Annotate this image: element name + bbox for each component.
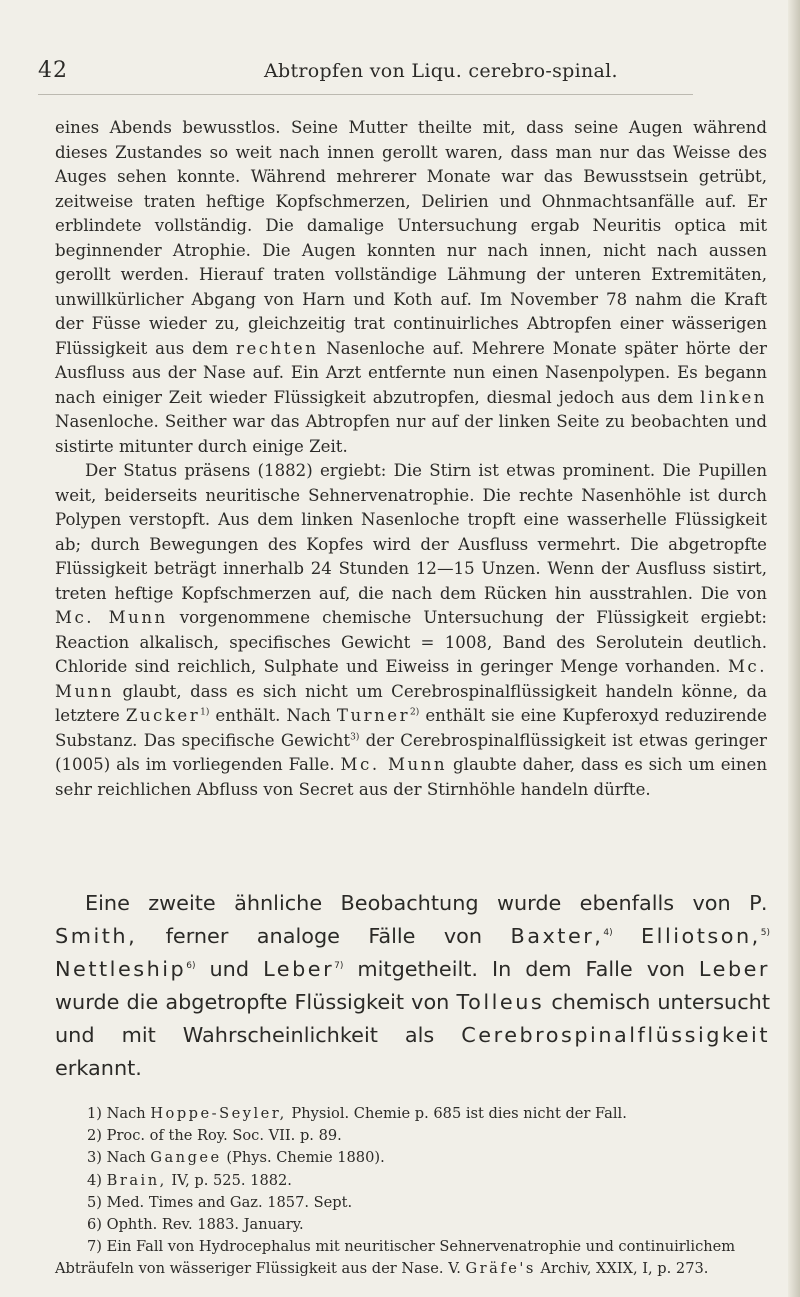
footnote-mark: 3) bbox=[87, 1149, 102, 1167]
text-run: enthält. Nach bbox=[215, 706, 331, 725]
author-name: Leber bbox=[698, 957, 770, 981]
text-run: glaubt, dass es sich nicht um Cerebrospinalflüssigkeit handeln könne, da letztere bbox=[55, 681, 767, 725]
text-run: glaubte daher, dass es sich um einen sehr reichlichen Abfluss von Secret aus der Stirnhöhle handeln dürfte. bbox=[55, 755, 768, 799]
text-run: der Cerebrospinalflüssigkeit ist etwas geringer (1005) als im vorliegenden Falle. bbox=[55, 730, 767, 774]
text-run: IV, p. 525. 1882. bbox=[171, 1171, 292, 1189]
footnote-ref: 4) bbox=[603, 928, 613, 939]
footnotes bbox=[55, 1103, 770, 1281]
text-run: enthält sie eine Kupferoxyd reduzirende Substanz. Das specifische Gewicht bbox=[55, 706, 767, 750]
text-run: Nach bbox=[106, 1149, 146, 1167]
author-name: Hoppe-Seyler, bbox=[150, 1105, 287, 1122]
author-name: Mc. Munn bbox=[55, 608, 168, 627]
text-run: wurde die abgetropfte Flüssigkeit von bbox=[55, 990, 450, 1014]
text-run: Med. Times and Gaz. 1857. Sept. bbox=[106, 1193, 353, 1211]
footnote-mark: 6) bbox=[87, 1216, 102, 1234]
author-name: Nettleship bbox=[55, 957, 187, 981]
text-run: Ein Fall von Hydrocephalus mit neuritischer Sehnervenatrophie und continuirlichem Abträufeln von wässeriger Flüssigkeit aus der Nase. V. bbox=[55, 1238, 736, 1278]
author-name: Gräfe's bbox=[465, 1260, 536, 1278]
author-name: P. Smith, bbox=[55, 891, 770, 948]
author-name: Elliotson, bbox=[641, 924, 761, 948]
text-run: Nasenloche auf. Mehrere Monate später hörte der Ausfluss aus der Nase auf. Ein Arzt entfernte nun einen Nasenpolypen. Es begann nach einiger Zeit wieder Flüssigkeit abzutropfen, diesmal jedoch aus dem bbox=[55, 338, 767, 407]
text-run: mitgetheilt. In dem Falle von bbox=[357, 957, 685, 981]
page-edge-shadow bbox=[788, 0, 800, 1297]
footnote-ref: 1) bbox=[200, 707, 210, 718]
footnote-2 bbox=[55, 1125, 770, 1147]
text-run: eines Abends bewusstlos. Seine Mutter theilte mit, dass seine Augen während dieses Zustandes so weit nach innen gerollt waren, dass man nur das Weisse des Auges sehen konnte. Während mehrerer Monate war das Bewusstsein getrübt, zeitweise traten heftige Kopfschmerzen, Delirien und Ohnmachtsanfälle auf. Er erblindete vollständig. Die damalige Untersuchung ergab Neuritis optica mit beginnender Atrophie. Die Augen konnten nur nach innen, nicht nach aussen gerollt werden. Hierauf traten vollständige Lähmung der unteren Extremitäten, unwillkürlicher Abgang von Harn und Koth auf. Im November 78 nahm die Kraft der Füsse wieder zu, gleichzeitig trat continuirliches Abtropfen einer wässerigen Flüssigkeit aus dem bbox=[55, 118, 767, 358]
footnote-mark: 7) bbox=[87, 1238, 102, 1256]
text-run: erkannt. bbox=[55, 1056, 142, 1080]
footnote-ref: 2) bbox=[410, 707, 420, 718]
footnote-mark: 2) bbox=[87, 1127, 102, 1145]
text-run: (Phys. Chemie 1880). bbox=[226, 1149, 385, 1167]
author-name: Turner bbox=[336, 706, 411, 725]
header-rule bbox=[38, 94, 693, 95]
author-name: Leber bbox=[263, 957, 335, 981]
text-run: Archiv, XXIX, I, p. 273. bbox=[540, 1260, 709, 1278]
text-run: Ophth. Rev. 1883. January. bbox=[106, 1216, 304, 1234]
footnote-mark: 4) bbox=[87, 1171, 102, 1189]
text-run: ferner analoge Fälle von bbox=[165, 924, 483, 948]
author-name: Baxter, bbox=[510, 924, 604, 948]
spaced-word: Zucker bbox=[125, 706, 201, 725]
author-name: Mc. Munn bbox=[340, 755, 448, 774]
main-text bbox=[55, 116, 767, 802]
case-history-paragraph bbox=[55, 116, 767, 459]
footnote-mark: 5) bbox=[87, 1193, 102, 1211]
text-run: Proc. of the Roy. Soc. VII. p. 89. bbox=[106, 1127, 342, 1145]
text-run: chemisch untersucht und mit Wahrscheinlichkeit als bbox=[55, 990, 770, 1047]
text-run: Nasenloche. Seither war das Abtropfen nur auf der linken Seite zu beobachten und sistirte mitunter durch einige Zeit. bbox=[55, 412, 767, 456]
text-run: Eine zweite ähnliche Beobachtung wurde ebenfalls von bbox=[85, 891, 731, 915]
text-run: Physiol. Chemie p. 685 ist dies nicht der Fall. bbox=[291, 1105, 627, 1122]
author-name: Gangee bbox=[150, 1149, 222, 1167]
spaced-word: Cerebrospinalflüssigkeit bbox=[461, 1023, 770, 1047]
author-name: Tolleus bbox=[456, 990, 545, 1014]
spaced-word: rechten bbox=[236, 338, 319, 358]
footnote-3 bbox=[55, 1147, 770, 1169]
large-type-paragraph bbox=[55, 887, 770, 1085]
page-header bbox=[38, 58, 778, 88]
footnote-ref: 3) bbox=[350, 731, 360, 742]
footnote-1 bbox=[55, 1103, 770, 1125]
footnote-6 bbox=[55, 1214, 770, 1236]
status-paragraph bbox=[55, 459, 767, 802]
footnote-ref: 5) bbox=[760, 928, 770, 939]
footnote-mark: 1) bbox=[87, 1105, 102, 1122]
text-run: und bbox=[209, 957, 250, 981]
text-run: Der Status präsens (1882) ergiebt: Die Stirn ist etwas prominent. Die Pupillen weit, beiderseits neuritische Sehnervenatrophie. Die rechte Nasenhöhle ist durch Polypen verstopft. Aus dem linken Nasenloche tropft eine wasserhelle Flüssigkeit ab; durch Bewegungen des Kopfes wird der Ausfluss vermehrt. Die abgetropfte Flüssigkeit beträgt innerhalb 24 Stunden 12—15 Unzen. Wenn der Ausfluss sistirt, treten heftige Kopfschmerzen auf, die nach dem Rücken hin ausstrahlen. Die von bbox=[55, 461, 767, 603]
text-run: vorgenommene chemische Untersuchung der Flüssigkeit ergiebt: Reaction alkalisch, specifisches Gewicht = 1008, Band des Serolutein deutlich. Chloride sind reichlich, Sulphate und Eiweiss in geringer Menge vorhanden. bbox=[55, 608, 767, 676]
second-observation-paragraph bbox=[55, 887, 770, 1085]
text-run: Nach bbox=[106, 1105, 146, 1122]
footnote-ref: 6) bbox=[186, 961, 196, 972]
spaced-word: linken bbox=[700, 387, 767, 407]
footnote-ref: 7) bbox=[334, 961, 344, 972]
running-title: Abtropfen von Liqu. cerebro-spinal. bbox=[264, 60, 618, 82]
footnote-7 bbox=[55, 1236, 770, 1280]
footnote-5 bbox=[55, 1192, 770, 1214]
footnote-4 bbox=[55, 1170, 770, 1192]
journal-name: Brain, bbox=[106, 1171, 167, 1189]
author-name: Mc. Munn bbox=[55, 657, 767, 701]
page-number: 42 bbox=[38, 58, 68, 83]
